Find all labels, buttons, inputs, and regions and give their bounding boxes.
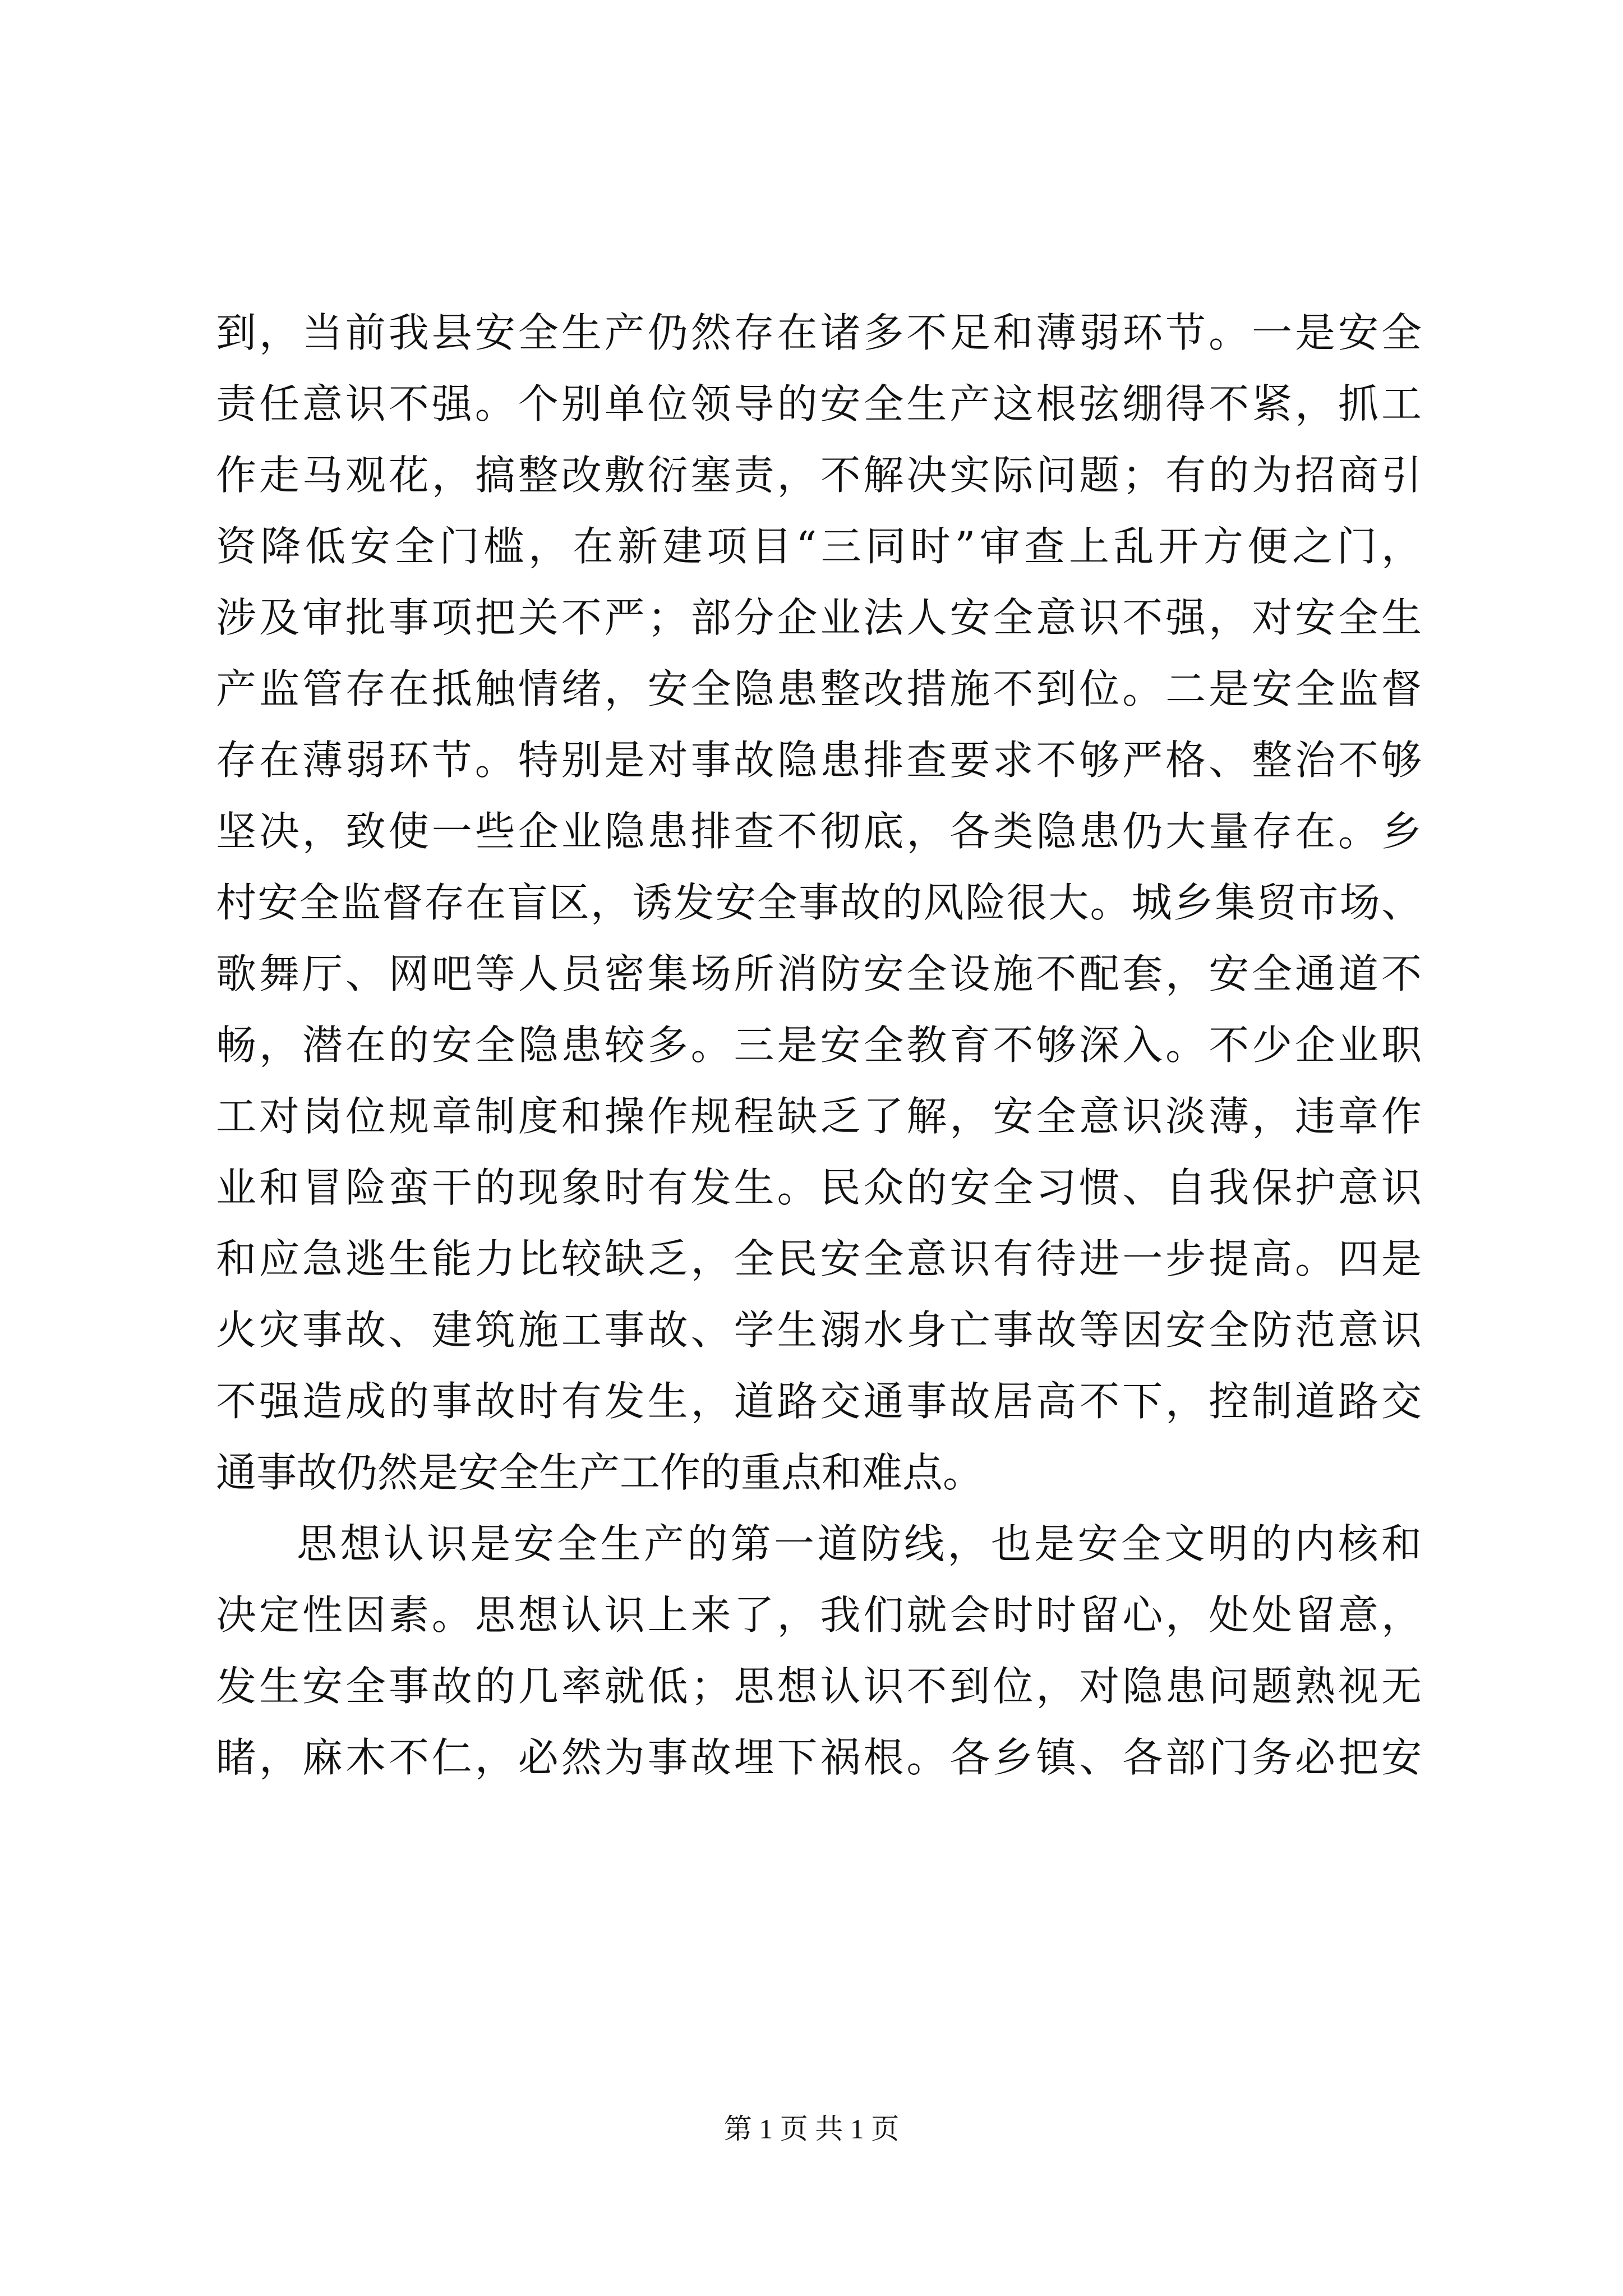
text-line: 到，当前我县安全生产仍然存在诸多不足和薄弱环节。一是安全: [216, 309, 1422, 356]
text-line: 发生安全事故的几率就低；思想认识不到位，对隐患问题熟视无: [216, 1663, 1422, 1710]
text-line: 工对岗位规章制度和操作规程缺乏了解，安全意识淡薄，违章作: [216, 1093, 1422, 1140]
text-line: 责任意识不强。个别单位领导的安全生产这根弦绷得不紧，抓工: [216, 380, 1422, 427]
text-line: 业和冒险蛮干的现象时有发生。民众的安全习惯、自我保护意识: [216, 1164, 1422, 1211]
text-line: 睹，麻木不仁，必然为事故埋下祸根。各乡镇、各部门务必把安: [216, 1734, 1422, 1781]
text-line: 村安全监督存在盲区，诱发安全事故的风险很大。城乡集贸市场、: [216, 879, 1422, 926]
text-line: 畅，潜在的安全隐患较多。三是安全教育不够深入。不少企业职: [216, 1022, 1422, 1069]
paragraph-1: [216, 297, 1422, 1508]
text-line: 歌舞厅、网吧等人员密集场所消防安全设施不配套，安全通道不: [216, 950, 1422, 997]
document-body: [216, 297, 1422, 1793]
text-line: 思想认识是安全生产的第一道防线，也是安全文明的内核和: [297, 1520, 1422, 1567]
text-line: 火灾事故、建筑施工事故、学生溺水身亡事故等因安全防范意识: [216, 1306, 1422, 1354]
text-line: 存在薄弱环节。特别是对事故隐患排查要求不够严格、整治不够: [216, 737, 1422, 784]
text-line: 涉及审批事项把关不严；部分企业法人安全意识不强，对安全生: [216, 594, 1422, 641]
text-line: 和应急逃生能力比较缺乏，全民安全意识有待进一步提高。四是: [216, 1235, 1422, 1282]
text-line: 产监管存在抵触情绪，安全隐患整改措施不到位。二是安全监督: [216, 665, 1422, 712]
paragraph-2: [216, 1508, 1422, 1793]
text-line: 资降低安全门槛，在新建项目“三同时”审查上乱开方便之门，: [216, 523, 1422, 570]
text-line: 决定性因素。思想认识上来了，我们就会时时留心，处处留意，: [216, 1591, 1422, 1639]
text-line: 作走马观花，搞整改敷衍塞责，不解决实际问题；有的为招商引: [216, 452, 1422, 499]
page-footer: [0, 2109, 1623, 2148]
text-line: 不强造成的事故时有发生，道路交通事故居高不下，控制道路交: [216, 1378, 1422, 1425]
page-number: 第 1 页 共 1 页: [723, 2113, 900, 2145]
text-line: 通事故仍然是安全生产工作的重点和难点。: [216, 1449, 984, 1496]
text-line: 坚决，致使一些企业隐患排查不彻底，各类隐患仍大量存在。乡: [216, 808, 1422, 855]
